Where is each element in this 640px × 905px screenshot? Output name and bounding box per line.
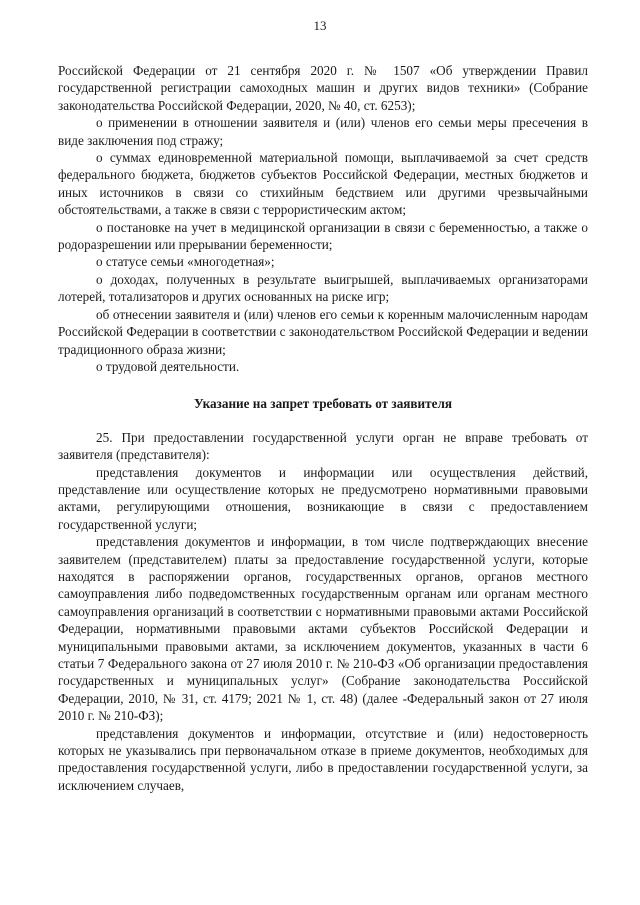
paragraph: о суммах единовременной материальной помощи, выплачиваемой за счет средств федерального бюджета, бюджетов субъектов Российской Федерации, местных бюджетов и иных источников в связи со стихийным бедствием или другими чрезвычайными обстоятельствами, а также в связи с террористическим актом; xyxy=(58,150,588,218)
paragraph: о постановке на учет в медицинской организации в связи с беременностью, а также о родоразрешении или прерывании беременности; xyxy=(58,219,588,253)
paragraph: 25. При предоставлении государственной услуги орган не вправе требовать от заявителя (представителя): xyxy=(58,429,588,463)
bottom-paragraphs xyxy=(58,429,588,795)
paragraph: Российской Федерации от 21 сентября 2020 г. № 1507 «Об утверждении Правил государственной регистрации самоходных машин и других видов техники» (Собрание законодательства Российской Федерации, 2020, № 40, ст. 6253); xyxy=(58,63,588,113)
paragraph: о применении в отношении заявителя и (или) членов его семьи меры пресечения в виде заключения под стражу; xyxy=(58,115,588,148)
paragraph: о трудовой деятельности. xyxy=(96,358,240,374)
paragraph: о доходах, полученных в результате выигрышей, выплачиваемых организаторами лотерей, тотализаторов и других основанных на риске игр; xyxy=(58,271,588,305)
page-number: 13 xyxy=(313,18,327,33)
paragraph: об отнесении заявителя и (или) членов его семьи к коренным малочисленным народам Российской Федерации в соответствии с законодательством Российской Федерации и ведении традиционного образа жизни; xyxy=(58,306,588,357)
paragraph: представления документов и информации, в том числе подтверждающих внесение заявителем (представителем) платы за предоставление государственной услуги, которые находятся в распоряжении органов, государственных органов, органов местного самоуправления либо подведомственных государственным органам или органам местного самоуправления организаций в соответствии с нормативными правовыми актами Российской Федерации, нормативными правовыми актами субъектов Российской Федерации и муниципальными правовыми актами, за исключением документов, указанных в части 6 статьи 7 Федерального закона от 27 июля 2010 г. № 210-ФЗ «Об организации предоставления государственных и муниципальных услуг» (Собрание законодательства Российской Федерации, 2010, № 31, ст. 4179; 2021 № 1, ст. 48) (далее -Федеральный закон от 27 июля 2010 г. № 210-ФЗ); xyxy=(58,534,588,724)
top-paragraphs xyxy=(58,62,588,375)
section-heading: Указание на запрет требовать от заявителя xyxy=(193,396,453,412)
paragraph: о статусе семьи «многодетная»; xyxy=(96,254,275,270)
document-body xyxy=(58,62,588,794)
paragraph: представления документов и информации или осуществления действий, представление или осуществление которых не предусмотрено нормативными правовыми актами, регулирующими отношения, возникающие в связи с предоставлением государственной услуги; xyxy=(58,464,588,532)
paragraph: представления документов и информации, отсутствие и (или) недостоверность которых не указывались при первоначальном отказе в приеме документов, необходимых для предоставления государственной услуги, либо в предоставлении государственной услуги, за исключением случаев, xyxy=(58,725,588,793)
